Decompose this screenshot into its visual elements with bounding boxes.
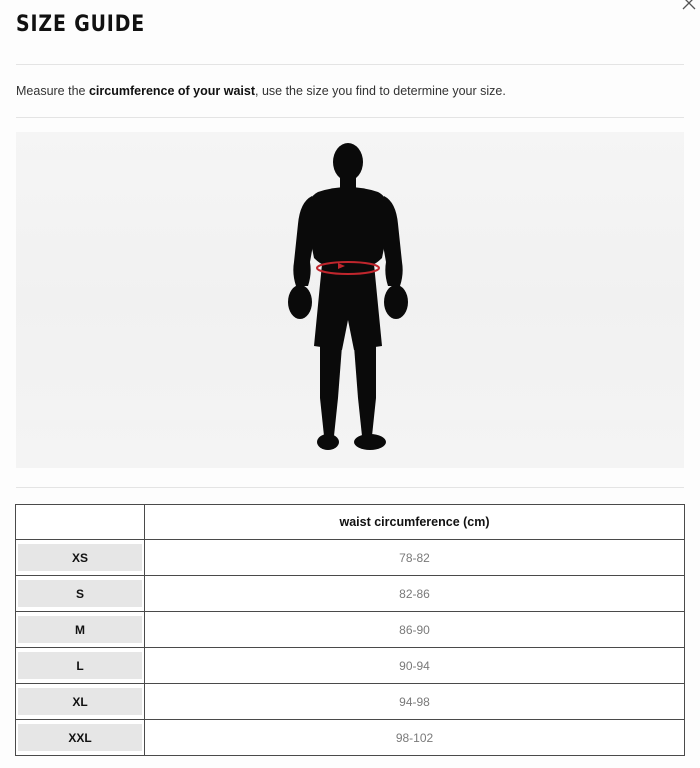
- table-row: [16, 612, 685, 648]
- divider: [16, 64, 684, 65]
- table-row: [16, 648, 685, 684]
- waist-value: 98-102: [145, 720, 685, 756]
- size-label-cell: [16, 576, 145, 612]
- table-header-row: [16, 505, 685, 540]
- size-label-cell: [16, 648, 145, 684]
- size-label: L: [18, 652, 142, 679]
- table-row: [16, 576, 685, 612]
- size-label: XS: [18, 544, 142, 571]
- size-label: XL: [18, 688, 142, 715]
- column-header-waist: waist circumference (cm): [145, 505, 685, 540]
- size-label-cell: [16, 684, 145, 720]
- page-title: SIZE GUIDE: [16, 12, 146, 37]
- waist-value: 78-82: [145, 540, 685, 576]
- divider: [16, 117, 684, 118]
- size-table: [15, 504, 685, 756]
- waist-value: 86-90: [145, 612, 685, 648]
- size-label: XXL: [18, 724, 142, 751]
- size-label: S: [18, 580, 142, 607]
- instructions-text: [16, 84, 506, 98]
- waist-value: 94-98: [145, 684, 685, 720]
- instructions-suffix: , use the size you find to determine your size.: [255, 84, 506, 98]
- boxer-silhouette-icon: [278, 140, 422, 460]
- divider: [16, 487, 684, 488]
- measurement-illustration: [16, 132, 684, 468]
- size-label-cell: [16, 612, 145, 648]
- table-row: [16, 540, 685, 576]
- instructions-prefix: Measure the: [16, 84, 89, 98]
- size-label-cell: [16, 720, 145, 756]
- instructions-emphasis: circumference of your waist: [88, 84, 255, 98]
- size-label-cell: [16, 540, 145, 576]
- close-icon[interactable]: [680, 0, 698, 12]
- size-label: M: [18, 616, 142, 643]
- table-corner-header: [16, 505, 145, 540]
- table-row: [16, 720, 685, 756]
- waist-value: 90-94: [145, 648, 685, 684]
- table-row: [16, 684, 685, 720]
- waist-value: 82-86: [145, 576, 685, 612]
